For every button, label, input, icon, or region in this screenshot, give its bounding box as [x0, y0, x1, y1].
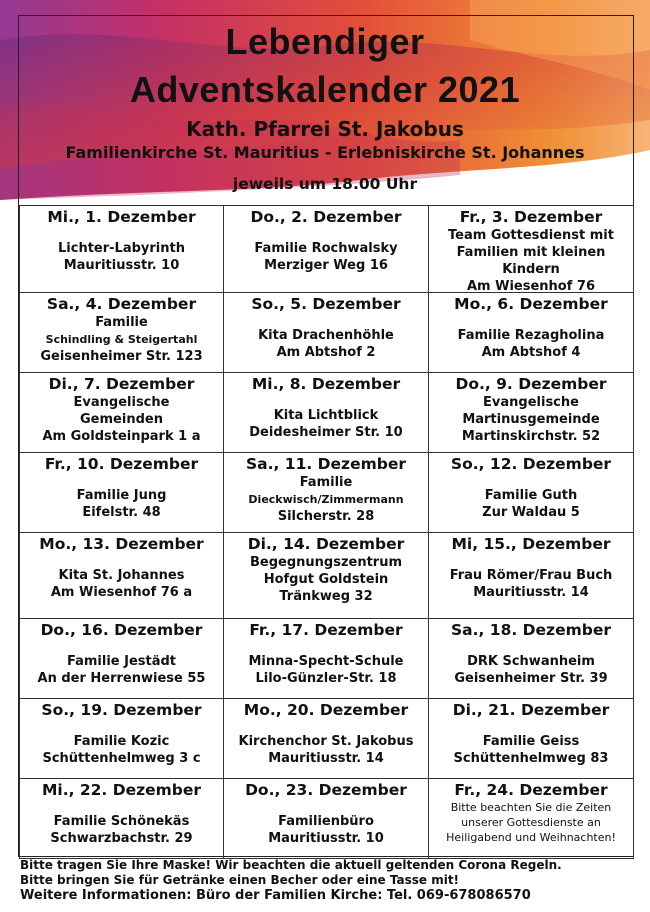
day-host-line: Kirchenchor St. Jakobus [238, 734, 414, 749]
day-host-line: Kindern [502, 262, 560, 277]
day-host-line: Schwarzbachstr. 29 [50, 831, 193, 846]
calendar-day [19, 533, 224, 618]
day-host [429, 227, 633, 295]
calendar-day [19, 206, 224, 292]
calendar-day [429, 373, 634, 452]
day-host-line: unserer Gottesdienste an [461, 816, 601, 829]
day-host-line: Evangelische [483, 395, 579, 410]
calendar-row [19, 453, 634, 533]
calendar-day [429, 206, 634, 292]
day-host-line: Mauritiusstr. 14 [268, 751, 384, 766]
day-date: Mo., 6. Dezember [454, 295, 608, 313]
calendar-row [19, 293, 634, 373]
day-date: So., 12. Dezember [450, 455, 612, 473]
day-date: Sa., 18. Dezember [451, 621, 611, 639]
calendar-day [224, 699, 429, 778]
day-host-line: Am Wiesenhof 76 [466, 279, 595, 294]
day-host [429, 394, 633, 445]
day-host [224, 653, 428, 687]
calendar-day [19, 453, 224, 532]
calendar-day [429, 699, 634, 778]
day-host-line: Tränkweg 32 [279, 589, 373, 604]
day-host-line: Familie Kozic [73, 734, 170, 749]
day-date: Di., 7. Dezember [48, 375, 195, 393]
day-date: Do., 9. Dezember [455, 375, 607, 393]
calendar-row [19, 206, 634, 293]
day-host-line: Mauritiusstr. 14 [473, 585, 589, 600]
day-host-line: Dieckwisch/Zimmermann [248, 493, 404, 506]
day-date: So., 19. Dezember [41, 701, 202, 719]
day-host-line: Geisenheimer Str. 123 [40, 349, 203, 364]
title-line-1: Lebendiger [225, 21, 425, 62]
day-date: Di., 14. Dezember [247, 535, 405, 553]
day-host-line: Familie Jestädt [66, 654, 177, 669]
day-host-line: Minna-Specht-Schule [248, 654, 404, 669]
day-host [20, 314, 223, 365]
day-host-line: Familie Jung [76, 488, 167, 503]
day-host-line: Familie [299, 475, 353, 490]
calendar-day [19, 373, 224, 452]
day-host-line: Deidesheimer Str. 10 [249, 425, 403, 440]
day-host [224, 554, 428, 605]
day-host-line: Evangelische [73, 395, 170, 410]
day-host [20, 733, 223, 767]
calendar-day [429, 293, 634, 372]
footer-cup-note: Bitte bringen Sie für Getränke einen Becher oder eine Tasse mit! [20, 873, 460, 887]
calendar-row [19, 619, 634, 699]
day-host-line: Team Gottesdienst mit [448, 228, 614, 243]
day-host-line: Familie Rezagholina [457, 328, 605, 343]
calendar-day [429, 533, 634, 618]
day-host-line: Mauritiusstr. 10 [63, 258, 180, 273]
calendar-day [429, 453, 634, 532]
day-date: Mi., 8. Dezember [251, 375, 401, 393]
day-host-line: Merziger Weg 16 [264, 258, 388, 273]
calendar-day [224, 533, 429, 618]
day-host [429, 653, 633, 687]
calendar-day [19, 293, 224, 372]
day-host-line: Schüttenhelmweg 3 c [42, 751, 201, 766]
calendar-day [224, 293, 429, 372]
calendar-grid [19, 205, 634, 859]
day-host-line: Martinskirchstr. 52 [461, 429, 601, 444]
day-host-line: Martinusgemeinde [462, 412, 600, 427]
calendar-day [19, 779, 224, 858]
calendar-day [224, 453, 429, 532]
day-date: Mo., 20. Dezember [243, 701, 409, 719]
day-host [224, 407, 428, 441]
day-date: Mi., 22. Dezember [41, 781, 202, 799]
calendar-row [19, 373, 634, 453]
calendar-day [224, 373, 429, 452]
day-host-line: Am Abtshof 2 [276, 345, 376, 360]
day-date: Mi., 1. Dezember [47, 208, 196, 226]
calendar-day [429, 619, 634, 698]
calendar-day [19, 619, 224, 698]
calendar-day [19, 699, 224, 778]
day-host [429, 487, 633, 521]
day-host-line: Familienbüro [278, 814, 374, 829]
day-host [429, 733, 633, 767]
day-host-line: Gemeinden [80, 412, 163, 427]
day-host-line: Lilo-Günzler-Str. 18 [255, 671, 397, 686]
day-host-line: Hofgut Goldstein [263, 572, 389, 587]
day-host-line: Schindling & Steigertahl [45, 333, 198, 346]
day-host [20, 567, 223, 601]
day-host-line: Mauritiusstr. 10 [268, 831, 384, 846]
day-host-line: Geisenheimer Str. 39 [454, 671, 608, 686]
day-date: Di., 21. Dezember [452, 701, 610, 719]
day-host [20, 653, 223, 687]
day-date: So., 5. Dezember [251, 295, 401, 313]
day-host-line: DRK Schwanheim [467, 654, 595, 669]
day-date: Sa., 11. Dezember [246, 455, 406, 473]
day-date: Fr., 24. Dezember [454, 781, 608, 799]
day-host-line: Frau Römer/Frau Buch [449, 568, 613, 583]
day-host-line: Am Wiesenhof 76 a [50, 585, 193, 600]
day-host-line: Familien mit kleinen [456, 245, 606, 260]
day-host-line: Familie Schönekäs [53, 814, 190, 829]
footer-mask-note: Bitte tragen Sie Ihre Maske! Wir beachten die aktuell geltenden Corona Regeln. [20, 858, 562, 872]
calendar-day [224, 206, 429, 292]
title-line-2: Adventskalender 2021 [129, 69, 521, 110]
day-date: Fr., 3. Dezember [459, 208, 603, 226]
day-host-line: Am Goldsteinpark 1 a [42, 429, 201, 444]
day-host-line: Kita St. Johannes [58, 568, 185, 583]
day-host [224, 813, 428, 847]
day-host-line: Familie Geiss [482, 734, 580, 749]
day-host-line: Kita Drachenhöhle [258, 328, 394, 343]
day-host [20, 487, 223, 521]
day-host [20, 394, 223, 445]
day-host-line: Lichter-Labyrinth [58, 241, 185, 256]
day-host-line: Familie Guth [484, 488, 578, 503]
day-host [429, 327, 633, 361]
day-host [429, 800, 633, 845]
calendar-day [224, 779, 429, 858]
churches-line: Familienkirche St. Mauritius - Erlebniskirche St. Johannes [65, 143, 585, 162]
calendar-day [429, 779, 634, 858]
calendar-day [224, 619, 429, 698]
day-host-line: Familie [95, 315, 148, 330]
day-host [20, 240, 223, 274]
footer-contact: Weitere Informationen: Büro der Familien Kirche: Tel. 069-678086570 [20, 888, 531, 903]
day-date: Fr., 10. Dezember [44, 455, 199, 473]
day-host-line: Am Abtshof 4 [481, 345, 581, 360]
day-host-line: Zur Waldau 5 [482, 505, 580, 520]
day-date: Do., 16. Dezember [40, 621, 203, 639]
day-host [224, 733, 428, 767]
day-date: Do., 23. Dezember [245, 781, 407, 799]
day-host-line: Kita Lichtblick [273, 408, 379, 423]
day-host [224, 474, 428, 525]
day-host-line: Begegnungszentrum [249, 555, 403, 570]
day-host-line: Silcherstr. 28 [277, 509, 375, 524]
day-host [224, 240, 428, 274]
day-host-line: Familie Rochwalsky [254, 241, 398, 256]
day-date: Mi, 15., Dezember [451, 535, 611, 553]
day-date: Fr., 17. Dezember [249, 621, 403, 639]
calendar-row [19, 699, 634, 779]
day-host-line: Bitte beachten Sie die Zeiten [450, 801, 612, 814]
footer-notes [20, 858, 562, 903]
day-host [224, 327, 428, 361]
day-host-line: Heiligabend und Weihnachten! [446, 831, 616, 844]
time-line: jeweils um 18.00 Uhr [232, 175, 418, 193]
day-date: Mo., 13. Dezember [39, 535, 204, 553]
day-date: Sa., 4. Dezember [46, 295, 197, 313]
parish-name: Kath. Pfarrei St. Jakobus [186, 117, 464, 141]
day-host-line: Schüttenhelmweg 83 [453, 751, 609, 766]
calendar-row [19, 533, 634, 619]
day-host-line: Eifelstr. 48 [82, 505, 161, 520]
day-host [429, 567, 633, 601]
calendar-row [19, 779, 634, 859]
day-host-line: An der Herrenwiese 55 [37, 671, 206, 686]
day-date: Do., 2. Dezember [250, 208, 402, 226]
day-host [20, 813, 223, 847]
